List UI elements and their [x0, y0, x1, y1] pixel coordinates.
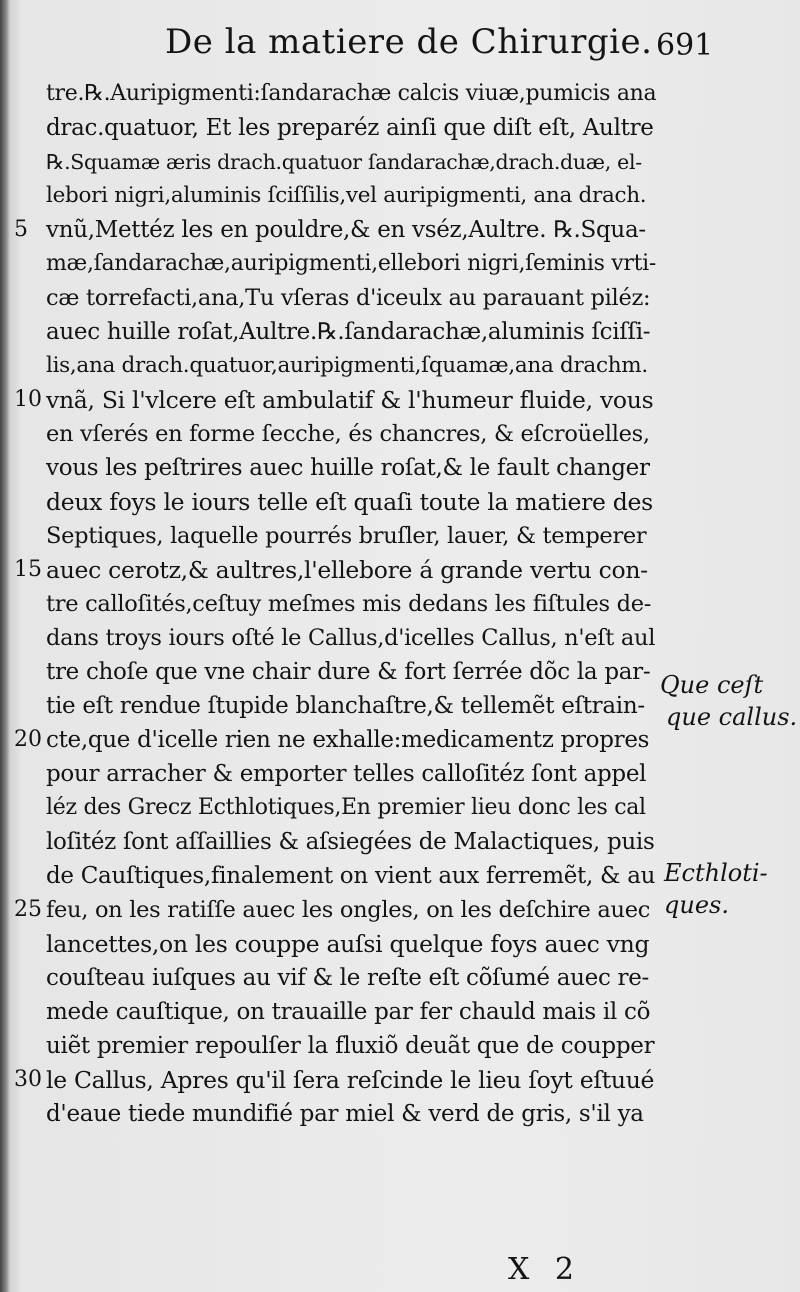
text-line: Septiques, laquelle pourrés bruſler, lauer, & temperer [46, 523, 647, 549]
text-line: deux foys le iours telle eſt quaſi toute la matiere des [46, 488, 653, 516]
text-line: loſitéz ſont aſſaillies & aſsiegées de Malactiques, puis [46, 829, 655, 855]
line-number: 15 [14, 557, 42, 582]
text-line: pour arracher & emporter telles calloſitéz ſont appel [46, 761, 647, 787]
text-line: vnũ,Mettéz les en pouldre,& en vséz,Aultre. ℞.Squa- [46, 217, 646, 243]
text-line: de Cauſtiques,finalement on vient aux ferremẽt, & au [46, 863, 656, 889]
text-line: cæ torrefacti,ana,Tu vſeras d'iceulx au parauant piléz: [46, 285, 651, 311]
text-line: léz des Grecz Ecthlotiques,En premier lieu donc les cal [46, 795, 646, 820]
text-line: uiẽt premier repoulſer la fluxiõ deuãt que de coupper [46, 1033, 655, 1059]
margin-note: que callus. [666, 703, 798, 731]
text-line: lis,ana drach.quatuor,auripigmenti,ſquamæ,ana drachm. [46, 353, 648, 378]
text-line: mede cauſtique, on trauaille par fer chauld mais il cõ [46, 999, 651, 1025]
text-line: vnã, Si l'vlcere eſt ambulatif & l'humeur fluide, vous [46, 386, 654, 414]
text-line: lancettes,on les couppe auſsi quelque foys auec vng [46, 930, 650, 958]
text-line: d'eaue tiede mundifié par miel & verd de gris, s'il ya [46, 1101, 644, 1127]
page-gutter-shadow [0, 0, 10, 1292]
text-line: mæ,ſandarachæ,auripigmenti,ellebori nigri,ſeminis vrti- [46, 251, 657, 276]
text-line: vous les peſtrires auec huille roſat,& le fault changer [46, 455, 650, 481]
page-number: 691 [656, 28, 714, 63]
margin-note: Ecthloti- [664, 859, 768, 887]
text-line: dans troys iours oſté le Callus,d'icelles Callus, n'eſt aul [46, 625, 656, 651]
text-line: couſteau iuſques au vif & le reſte eſt cõſumé auec re- [46, 965, 650, 991]
running-header-title: De la matiere de Chirurgie. [165, 22, 653, 62]
text-line: en vſerés en forme ſecche, és chancres, & eſcroüelles, [46, 421, 650, 447]
text-line: tre.℞.Auripigmenti:ſandarachæ calcis viuæ,pumicis ana [46, 81, 657, 106]
text-line: le Callus, Apres qu'il ſera reſcinde le lieu ſoyt eſtuué [46, 1066, 655, 1094]
text-line: auec huille roſat,Aultre.℞.ſandarachæ,aluminis ſciſſi- [46, 319, 651, 345]
line-number: 20 [14, 727, 42, 752]
text-line: ℞.Squamæ æris drach.quatuor ſandarachæ,drach.duæ, el- [46, 150, 642, 174]
line-number: 30 [14, 1067, 42, 1092]
margin-note: ques. [664, 891, 729, 919]
text-line: tre calloſités,ceſtuy meſmes mis dedans les fiſtules de- [46, 591, 652, 617]
line-number: 25 [14, 897, 42, 922]
text-line: feu, on les ratiſſe auec les ongles, on les deſchire auec [46, 897, 651, 923]
line-number: 10 [14, 387, 42, 412]
margin-note: Que ceſt [660, 671, 764, 699]
line-number: 5 [14, 217, 28, 242]
text-line: tie eſt rendue ſtupide blanchaſtre,& tellemẽt eſtrain- [46, 693, 645, 719]
signature-mark: X 2 [508, 1252, 582, 1287]
text-line: drac.quatuor, Et les preparéz ainſi que diſt eſt, Aultre [46, 115, 654, 141]
text-line: cte,que d'icelle rien ne exhalle:medicamentz propres [46, 727, 650, 753]
text-line: auec cerotz,& aultres,l'ellebore á grande vertu con- [46, 556, 648, 584]
text-line: tre choſe que vne chair dure & fort ſerrée dõc la par- [46, 659, 651, 685]
text-line: lebori nigri,aluminis ſciſſilis,vel auripigmenti, ana drach. [46, 183, 647, 208]
